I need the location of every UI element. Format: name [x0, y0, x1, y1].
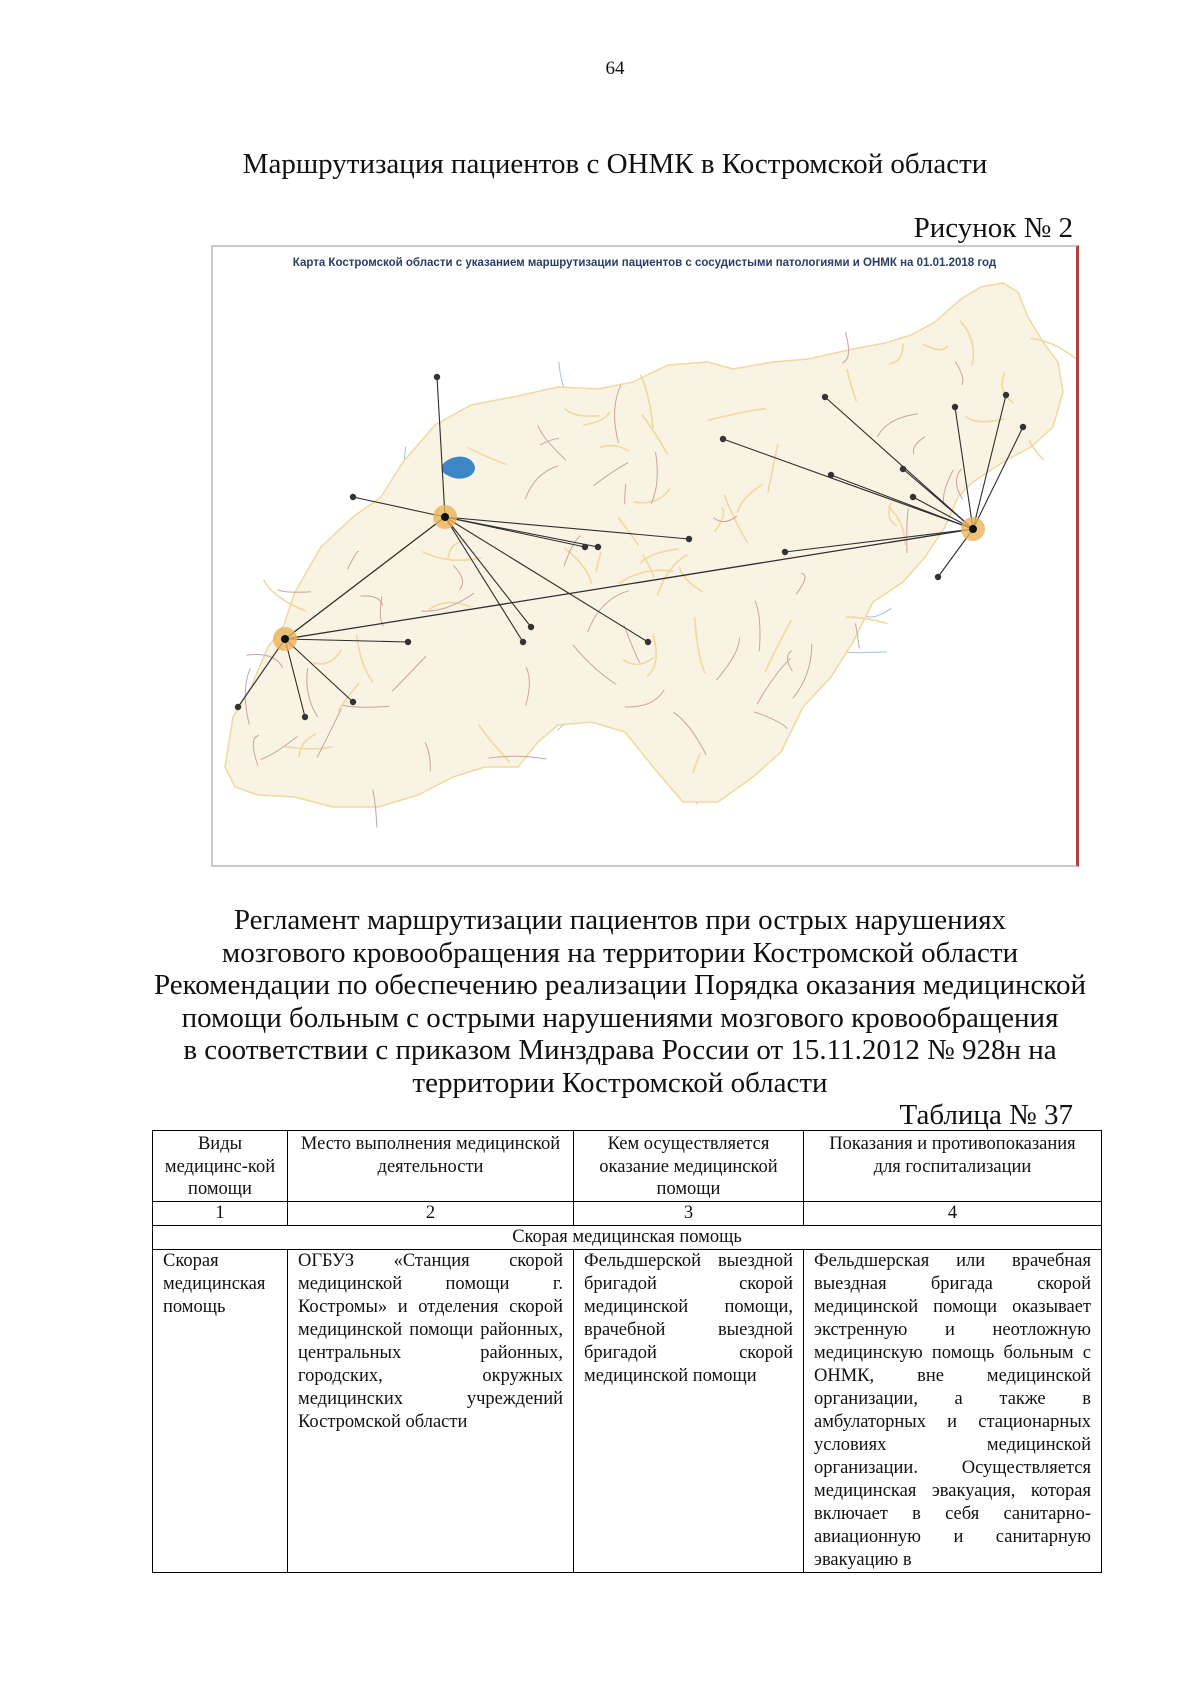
settlement-dot [686, 536, 692, 542]
settlement-dot [528, 624, 534, 630]
hub-dot [969, 525, 977, 533]
settlement-dot [935, 574, 941, 580]
column-number: 1 [153, 1201, 288, 1225]
section-row [153, 1225, 1102, 1249]
regulation-heading-line: Регламент маршрутизации пациентов при острых нарушениях [233, 904, 1007, 936]
column-number: 2 [288, 1201, 574, 1225]
figure-label: Рисунок № 2 [913, 212, 1073, 244]
column-number: 4 [804, 1201, 1102, 1225]
cell-provider: Фельдшерской выездной бригадой скорой медицинской помощи, врачебной выездной бригадой скорой медицинской помощи [574, 1249, 804, 1572]
header-indications: Показания и противопоказания для госпитализации [804, 1131, 1102, 1202]
settlement-dot [822, 394, 828, 400]
hub-dot [441, 513, 449, 521]
table-label: Таблица № 37 [899, 1099, 1073, 1131]
settlement-dot [582, 544, 588, 550]
page-heading: Маршрутизация пациентов с ОНМК в Костромской области [242, 148, 988, 180]
region-outline [225, 283, 1063, 807]
table-header-row [153, 1131, 1102, 1202]
settlement-dot [302, 714, 308, 720]
settlement-dot [405, 639, 411, 645]
settlement-dot [350, 699, 356, 705]
settlement-dot [1020, 424, 1026, 430]
settlement-dot [782, 549, 788, 555]
settlement-dot [235, 704, 241, 710]
regulation-heading-line: мозгового кровообращения на территории Костромской области [221, 936, 1019, 969]
routing-table [152, 1130, 1102, 1573]
cell-indications: Фельдшерская или врачебная выездная бригада скорой медицинской помощи оказывает экстренную и неотложную медицинскую помощь больным с ОНМК, вне медицинской организации, а также в амбулаторных и стационарных условиях медицинской организации. Осуществляется медицинская эвакуация, которая включает в себя санитарно-авиационную и санитарную эвакуацию в [804, 1249, 1102, 1572]
regulation-heading-line: в соответствии с приказом Минздрава России от 15.11.2012 № 928н на [183, 1034, 1057, 1066]
map-caption: Карта Костромской области с указанием маршрутизации пациентов с сосудистыми патологиями и ОНМК на 01.01.2018 год [292, 257, 997, 269]
cell-care-type: Скорая медицинская помощь [153, 1249, 288, 1572]
settlement-dot [520, 639, 526, 645]
regulation-heading-line: территории Костромской области [412, 1066, 828, 1099]
regulation-heading-line: помощи больным с острыми нарушениями мозгового кровообращения [181, 1001, 1059, 1034]
settlement-dot [910, 494, 916, 500]
section-title: Скорая медицинская помощь [153, 1225, 1102, 1249]
cell-place: ОГБУЗ «Станция скорой медицинской помощи г. Костромы» и отделения скорой медицинской помощи районных, центральных районных, городских, окружных медицинских учреждений Костромской области [288, 1249, 574, 1572]
header-place: Место выполнения медицинской деятельности [288, 1131, 574, 1202]
routing-map [211, 245, 1079, 867]
settlement-dot [595, 544, 601, 550]
settlement-dot [720, 436, 726, 442]
map-graphic [213, 247, 1076, 865]
settlement-dot [434, 374, 440, 380]
hub-dot [281, 635, 289, 643]
header-provider: Кем осуществляется оказание медицинской помощи [574, 1131, 804, 1202]
settlement-dot [952, 404, 958, 410]
page-number: 64 [605, 58, 625, 79]
header-care-type: Виды медицинс-кой помощи [153, 1131, 288, 1202]
table-row [153, 1249, 1102, 1572]
settlement-dot [900, 466, 906, 472]
settlement-dot [645, 639, 651, 645]
column-number-row [153, 1201, 1102, 1225]
column-number: 3 [574, 1201, 804, 1225]
settlement-dot [828, 472, 834, 478]
settlement-dot [350, 494, 356, 500]
regulation-heading [120, 904, 1120, 1099]
settlement-dot [1003, 392, 1009, 398]
regulation-heading-line: Рекомендации по обеспечению реализации Порядка оказания медицинской [154, 969, 1086, 1001]
